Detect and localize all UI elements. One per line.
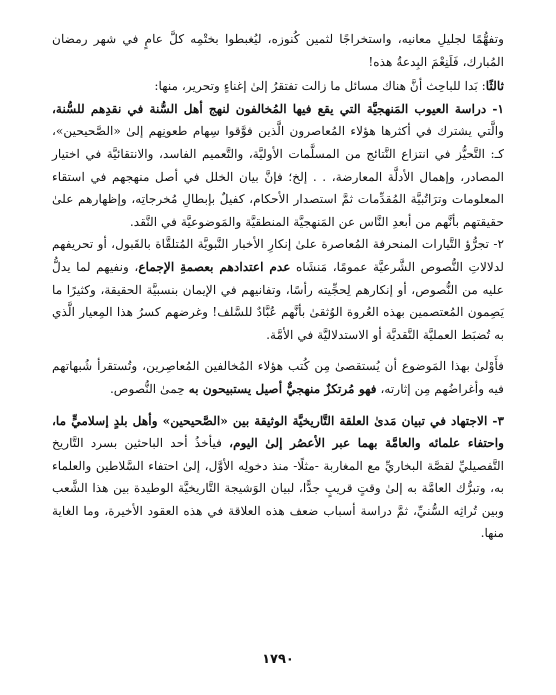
item-2-text-end: ، ونفيهم لما يدلُّ عليه من النُّصوص، أو إنكارهم لِحجِّيته رأسًا، وتفانيهم في الإيمان بنسبيَّة الحقيقة، وكثيرًا ما يَصِمون المُعتصمين بهذه العُروة الوُثقىٰ بأنَّهم عُبَّادٌ للسَّلف! وغرضهم كسرُ هذا المِعيار الَّذي به تُضبَط العمليَّة النَّقديَّة أو الاستدلاليَّة في الأمَّة. [52, 259, 504, 342]
follow-up-paragraph [52, 355, 504, 400]
section-heading-paragraph [52, 75, 504, 98]
spacer [52, 346, 504, 355]
item-3-paragraph [52, 410, 504, 546]
follow-up-text-start: فأَوْلىٰ بهذا المَوضوع أن يُستقصىٰ مِن كُتب هؤلاء المُخالفين المُعاصِرين، وتُستقرأ شُبهاتهم فيه وأغراضُهم مِن إثارته، [52, 359, 504, 396]
follow-up-text-end: حِمىٰ النُّصوص. [109, 381, 189, 396]
spacer [52, 401, 504, 410]
item-2-paragraph [52, 233, 504, 346]
follow-up-bold-phrase: فهو مُرتكزٌ منهجيٌّ أصيل يستبيحون به [188, 381, 377, 396]
item-1-heading: ١- دراسة العيوب المَنهجيَّة التي يقع فيها المُخالفون لنهج أهل السُّنة في نقدِهم للسُّنة، [52, 101, 504, 116]
intro-text: وتفهُّمًا لجليلِ معانيه، واستخراجًا لثمين كُنوزه، ليُغبطوا بختْمِه كلَّ عامٍ في شهر رمضان المُبارك، فَلَنِعْمَ البِدعةُ هذه! [52, 32, 504, 69]
page-number: ١٧٩٠ [262, 652, 294, 667]
section-text: : بَدا للباحِث أنَّ هناك مسائل ما زالت تفتقرُ إلىٰ إغناءٍ وتحرير، منها: [154, 79, 486, 94]
item-3-heading: ٣- الاجتهاد في تبيان مَدىٰ العلقة التَّاريخيَّة الوثيقة بين «الصَّحيحين» وأهل بلدٍ إسلاميٍّ ما، واحتفاء علمائه والعامَّة بهما عبر الأعصُر إلىٰ اليوم، [52, 413, 504, 451]
intro-paragraph [52, 28, 504, 73]
section-label: ثالثًا [485, 79, 504, 94]
item-1-body: والَّتي يشترك في أكثرها هؤلاء المُعاصرون الَّذين فوَّقوا سِهام طعونِهم إلىٰ «الصَّحيحين»، كـ: التَّحيُّز في انتزاع النَّتائج من المسلَّمات الأوليَّة، والتَّعميم الفاسد، والانتقائيَّة في اختيار المصادر، وإهمال الأدلَّة المعارضة، . . إلخ؛ فإنَّ بيان الخلل في أصل منهجهم في استقاء المعلومات وترَاتُبيَّة المُقدِّمات ثمَّ استصدار الأحكام، كفيلٌ بإبطالِ مُخرجاتِه، وإظهارهم علىٰ حقيقتهم بأنَّهم من أبعدِ النَّاس عن المَنهجيَّة المنطقيَّة والمَوضوعيَّة في النَّقد. [52, 124, 504, 229]
item-1-paragraph [52, 98, 504, 234]
item-2-bold-phrase: عدم اعتدادهم بعصمةِ الإجماع [138, 259, 291, 274]
item-3-body: فيأخذُ أحد الباحثين بسرد التَّاريخ التَّفصيليِّ لقصَّة البخاريِّ مع المغاربة -مثلًا- منذ دخولِه الأوَّل، إلىٰ احتفاء السَّلاطين والعلماء به، وتبرُّك العامَّة به إلىٰ وقتٍ قريبٍ جدًّا، لبيان الوَشيجة التَّاريخيَّة الوطيدة بين هذا الشَّعب وبين تُراثِه السُّنيِّ، ثمَّ دراسة أسباب ضعف هذه العلاقة في هذه العقود الأخيرة، وما الغاية منها. [52, 436, 504, 541]
item-2-text-start: ٢- تجرُّؤ التَّيارات المنحرفة المُعاصرة علىٰ إنكارِ الأخبار النَّبويَّة المُتلقَّاة بالقَبول، أو تحريفهم لدلالاتِ النُّصوص الشَّرعيَّة عمومًا، مَنشَاه [52, 237, 504, 274]
